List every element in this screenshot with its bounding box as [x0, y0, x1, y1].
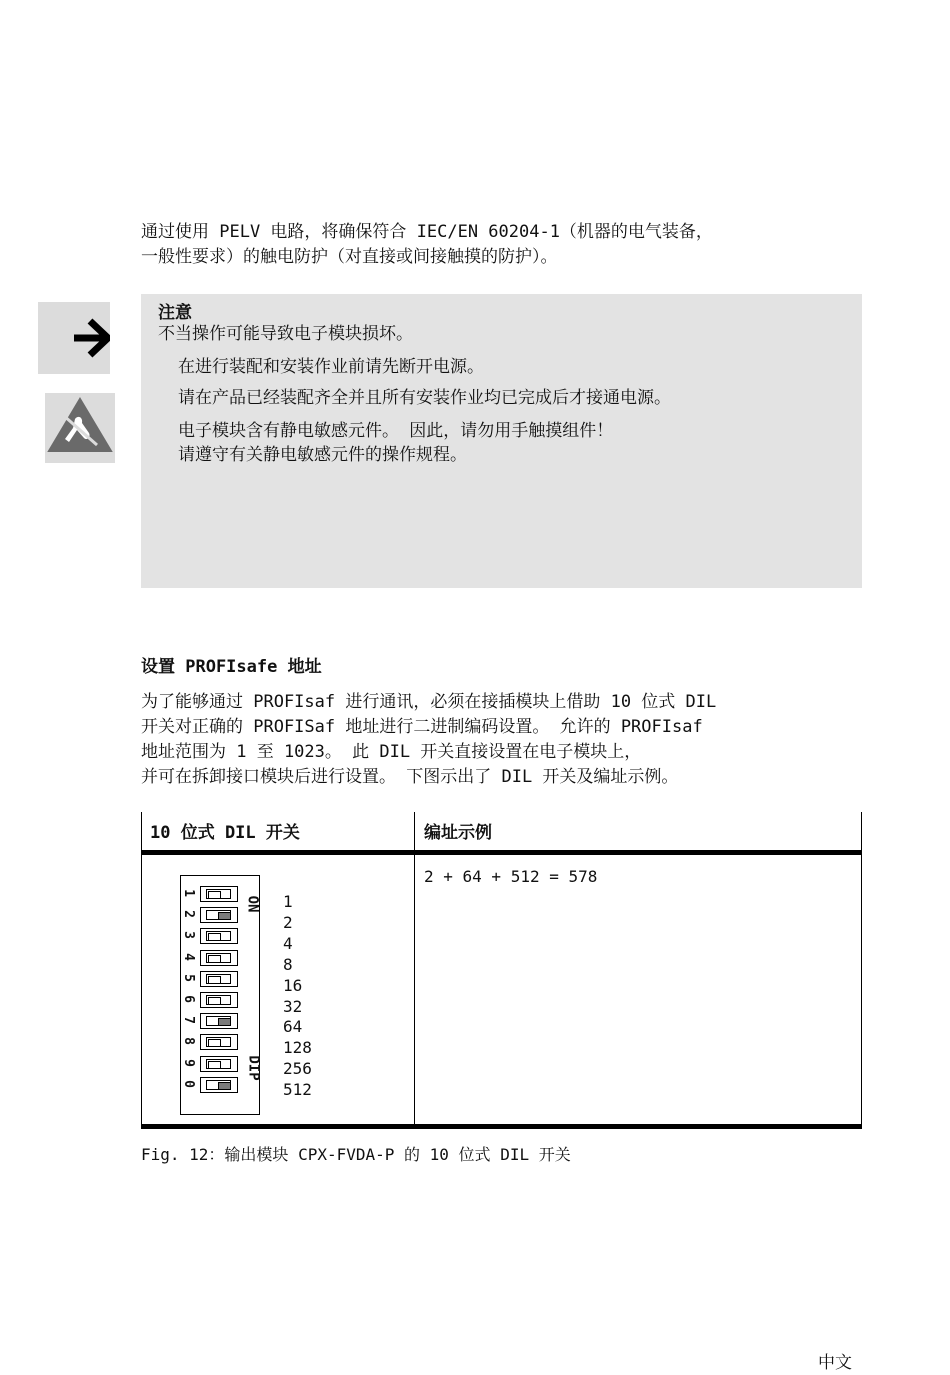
switch-track	[206, 1059, 231, 1069]
section-title: 设置 PROFIsafe 地址	[141, 657, 322, 677]
note-title: 注意	[158, 303, 192, 323]
table-header-rule	[141, 850, 862, 855]
switch-slot	[200, 907, 238, 923]
dip-on-label: ON	[244, 895, 261, 913]
switch-number: 4	[181, 952, 196, 961]
note-item: 请在产品已经装配齐全并且所有安装作业均已完成后才接通电源。	[178, 388, 671, 408]
switch-slot	[200, 1013, 238, 1029]
switch-slot	[200, 950, 238, 966]
switch-knob-off	[208, 1061, 221, 1069]
switch-slot	[200, 971, 238, 987]
table-column-divider	[414, 812, 415, 1128]
arrow-icon-box	[38, 302, 110, 374]
switch-number: 6	[181, 995, 196, 1003]
switch-track	[206, 1016, 231, 1026]
table-right-border	[861, 812, 862, 1128]
note-item: 在进行装配和安装作业前请先断开电源。	[178, 357, 484, 377]
address-example: 2 + 64 + 512 = 578	[424, 867, 598, 886]
switch-knob-off	[208, 997, 221, 1005]
bit-weight: 4	[283, 933, 293, 953]
switch-knob-on	[218, 1082, 231, 1090]
switch-slot	[200, 1056, 238, 1072]
bit-weight: 64	[283, 1017, 303, 1037]
esd-icon-box	[45, 393, 115, 463]
bit-weight: 2	[283, 912, 293, 932]
section-line: 并可在拆卸接口模块后进行设置。 下图示出了 DIL 开关及编址示例。	[141, 767, 679, 787]
switch-knob-on	[218, 1018, 231, 1026]
intro-line: 通过使用 PELV 电路，将确保符合 IEC/EN 60204-1（机器的电气装备，	[141, 222, 713, 242]
switch-number: 7	[181, 1016, 196, 1025]
switch-track	[206, 1037, 231, 1047]
bit-weight: 256	[283, 1059, 312, 1079]
note-lead: 不当操作可能导致电子模块损坏。	[158, 324, 413, 344]
switch-number: 8	[181, 1037, 196, 1046]
switch-track	[206, 1080, 231, 1090]
switch-number: 3	[181, 931, 196, 940]
bit-weight: 32	[283, 996, 303, 1016]
switch-slot	[200, 886, 238, 902]
switch-knob-off	[208, 933, 221, 941]
section-line: 地址范围为 1 至 1023。 此 DIL 开关直接设置在电子模块上，	[141, 742, 642, 762]
switch-track	[206, 953, 231, 963]
switch-number: 9	[181, 1058, 196, 1067]
switch-number: 0	[181, 1079, 196, 1088]
switch-slot	[200, 1077, 238, 1093]
bit-weight: 8	[283, 954, 293, 974]
switch-knob-off	[208, 955, 221, 963]
switch-knob-off	[208, 891, 221, 899]
arrow-right-icon	[38, 302, 110, 374]
section-body	[141, 690, 716, 790]
switch-track	[206, 974, 231, 984]
section-line: 开关对正确的 PROFISaf 地址进行二进制编码设置。 允许的 PROFIsaf	[141, 717, 703, 737]
switch-track	[206, 995, 231, 1005]
switch-knob-on	[218, 912, 231, 920]
switch-track	[206, 910, 231, 920]
table-left-border	[141, 812, 142, 1128]
section-line: 为了能够通过 PROFIsaf 进行通讯，必须在接插模块上借助 10 位式 DIL	[141, 692, 717, 712]
table-bottom-rule	[141, 1124, 862, 1129]
note-item: 电子模块含有静电敏感元件。 因此，请勿用手触摸组件！	[178, 421, 614, 441]
figure-caption: Fig. 12：输出模块 CPX-FVDA-P 的 10 位式 DIL 开关	[141, 1145, 571, 1164]
switch-knob-off	[208, 1039, 221, 1047]
table-header-example: 编址示例	[424, 823, 492, 843]
intro-line: 一般性要求）的触电防护（对直接或间接触摸的防护）。	[141, 247, 558, 267]
switch-track	[206, 931, 231, 941]
switch-number: 2	[181, 910, 196, 919]
switch-slot	[200, 992, 238, 1008]
esd-warning-icon	[45, 393, 115, 463]
switch-slot	[200, 928, 238, 944]
switch-knob-off	[208, 976, 221, 984]
switch-track	[206, 889, 231, 899]
bit-weight: 128	[283, 1038, 312, 1058]
switch-slot	[200, 1034, 238, 1050]
table-header-switch: 10 位式 DIL 开关	[150, 823, 300, 843]
intro-paragraph	[141, 220, 713, 270]
note-item: 请遵守有关静电敏感元件的操作规程。	[178, 445, 467, 465]
bit-weight: 512	[283, 1080, 312, 1100]
switch-number: 5	[181, 973, 196, 982]
dip-brand-label: DIP	[245, 1055, 262, 1081]
page-language: 中文	[818, 1353, 852, 1373]
bit-weight: 1	[283, 892, 293, 911]
bit-weight: 16	[283, 975, 303, 995]
switch-number: 1	[181, 889, 196, 897]
